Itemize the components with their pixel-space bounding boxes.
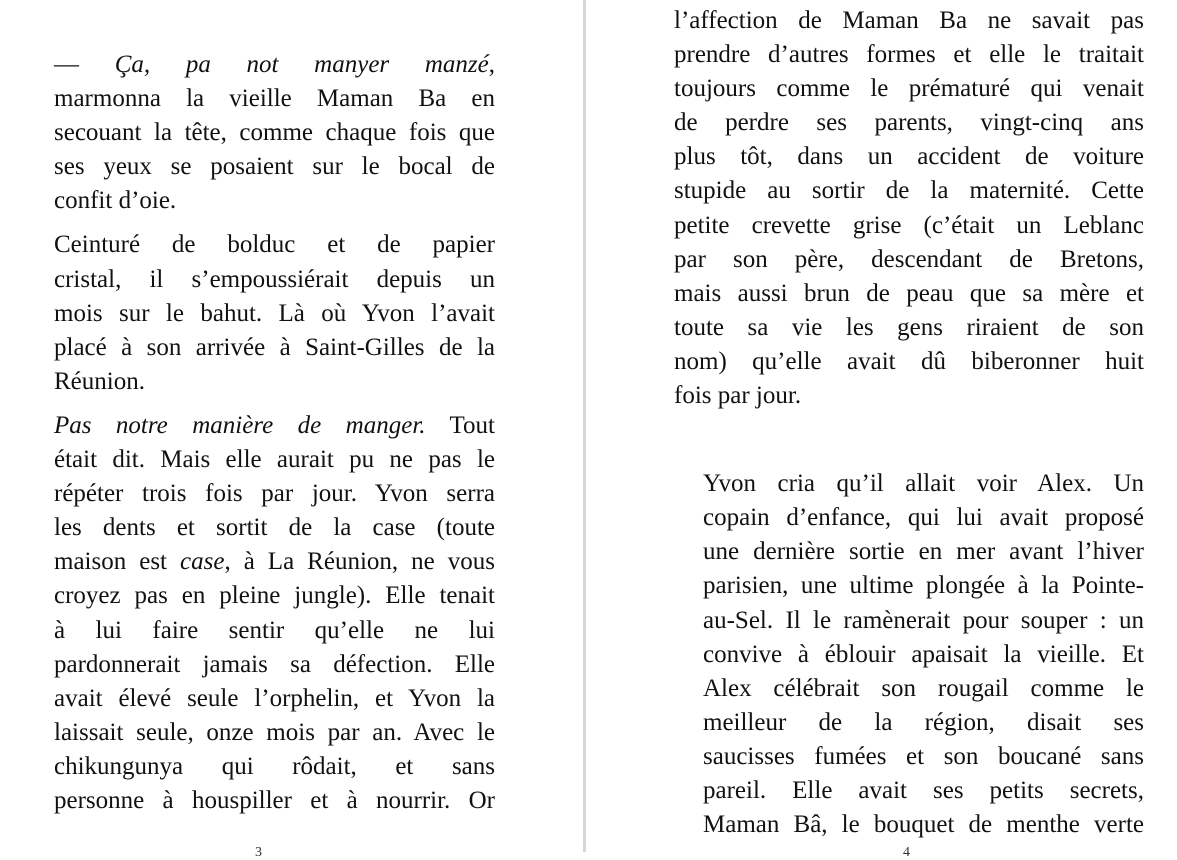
right-page: [586, 0, 1177, 860]
text-line: mais aussi brun de peau que sa mère et: [674, 279, 1144, 307]
text-line: répéter trois fois par jour. Yvon serra: [54, 480, 495, 508]
text-line: confit d’oie.: [54, 187, 177, 215]
text-line: une dernière sortie en mer avant l’hiver: [703, 538, 1144, 566]
text-line: stupide au sortir de la maternité. Cette: [674, 177, 1144, 205]
text-line: mois sur le bahut. Là où Yvon l’avait: [54, 299, 495, 327]
text-line: marmonna la vieille Maman Ba en: [54, 85, 495, 113]
right-page-text: [674, 4, 1144, 842]
text-line: maison est case, à La Réunion, ne vous: [54, 548, 495, 576]
left-page-text: [25, 48, 495, 818]
text-line: fois par jour.: [674, 382, 802, 410]
text-line: pardonnerait jamais sa défection. Elle: [54, 650, 495, 678]
paragraph: [25, 409, 495, 818]
text-line: petite crevette grise (c’était un Leblanc: [674, 211, 1144, 239]
text-line: Réunion.: [54, 367, 145, 395]
text-line: personne à houspiller et à nourrir. Or: [54, 786, 495, 814]
italic-word: case: [180, 548, 225, 576]
text-line: de perdre ses parents, vingt-cinq ans: [674, 109, 1144, 137]
text-line: placé à son arrivée à Saint-Gilles de la: [54, 333, 495, 361]
paragraph: [674, 467, 1144, 842]
italic-phrase: Pas notre manière de manger.: [54, 411, 426, 439]
text-line: Yvon cria qu’il allait voir Alex. Un: [703, 470, 1144, 498]
text-line: Pas notre manière de manger. Tout: [54, 411, 495, 439]
text-line: secouant la tête, comme chaque fois que: [54, 119, 495, 147]
text-line: l’affection de Maman Ba ne savait pas: [674, 7, 1144, 34]
paragraph: [25, 48, 495, 218]
page-number: 4: [903, 845, 910, 860]
text-line: convive à éblouir apaisait la vieille. Et: [703, 640, 1144, 668]
text-line: toujours comme le prématuré qui venait: [674, 75, 1144, 103]
text-line: parisien, une ultime plongée à la Pointe-: [703, 572, 1144, 600]
text-line: meilleur de la région, disait ses: [703, 708, 1144, 736]
text-line: — Ça, pa not manyer manzé,: [54, 51, 495, 78]
text-line: ses yeux se posaient sur le bocal de: [54, 153, 495, 181]
text-line: prendre d’autres formes et elle le traitait: [674, 41, 1144, 69]
italic-creole-phrase: Ça, pa not manyer manzé: [114, 51, 489, 78]
left-page: [0, 0, 583, 860]
text-line: chikungunya qui rôdait, et sans: [54, 752, 495, 780]
text-line: croyez pas en pleine jungle). Elle tenait: [54, 582, 495, 610]
text-line: cristal, il s’empoussiérait depuis un: [54, 265, 495, 293]
text-line: nom) qu’elle avait dû biberonner huit: [674, 347, 1144, 375]
text-line: plus tôt, dans un accident de voiture: [674, 143, 1144, 171]
text-line: à lui faire sentir qu’elle ne lui: [54, 616, 495, 644]
text-line: les dents et sortit de la case (toute: [54, 514, 495, 542]
paragraph: [674, 4, 1144, 413]
text-line: par son père, descendant de Bretons,: [674, 245, 1144, 273]
text-line: Maman Bâ, le bouquet de menthe verte: [703, 811, 1144, 839]
text-line: toute sa vie les gens riraient de son: [674, 313, 1144, 341]
text-line: laissait seule, onze mois par an. Avec le: [54, 718, 495, 746]
text-line: pareil. Elle avait ses petits secrets,: [703, 776, 1144, 804]
page-number: 3: [255, 845, 262, 860]
text-line: saucisses fumées et son boucané sans: [703, 742, 1144, 770]
text-line: était dit. Mais elle aurait pu ne pas le: [54, 446, 495, 474]
text-line: copain d’enfance, qui lui avait proposé: [703, 504, 1144, 532]
text-line: Ceinturé de bolduc et de papier: [54, 231, 495, 259]
text-line: avait élevé seule l’orphelin, et Yvon la: [54, 684, 495, 712]
text-line: au-Sel. Il le ramènerait pour souper : un: [703, 606, 1144, 634]
text-line: Alex célébrait son rougail comme le: [703, 674, 1144, 702]
paragraph: [25, 228, 495, 398]
